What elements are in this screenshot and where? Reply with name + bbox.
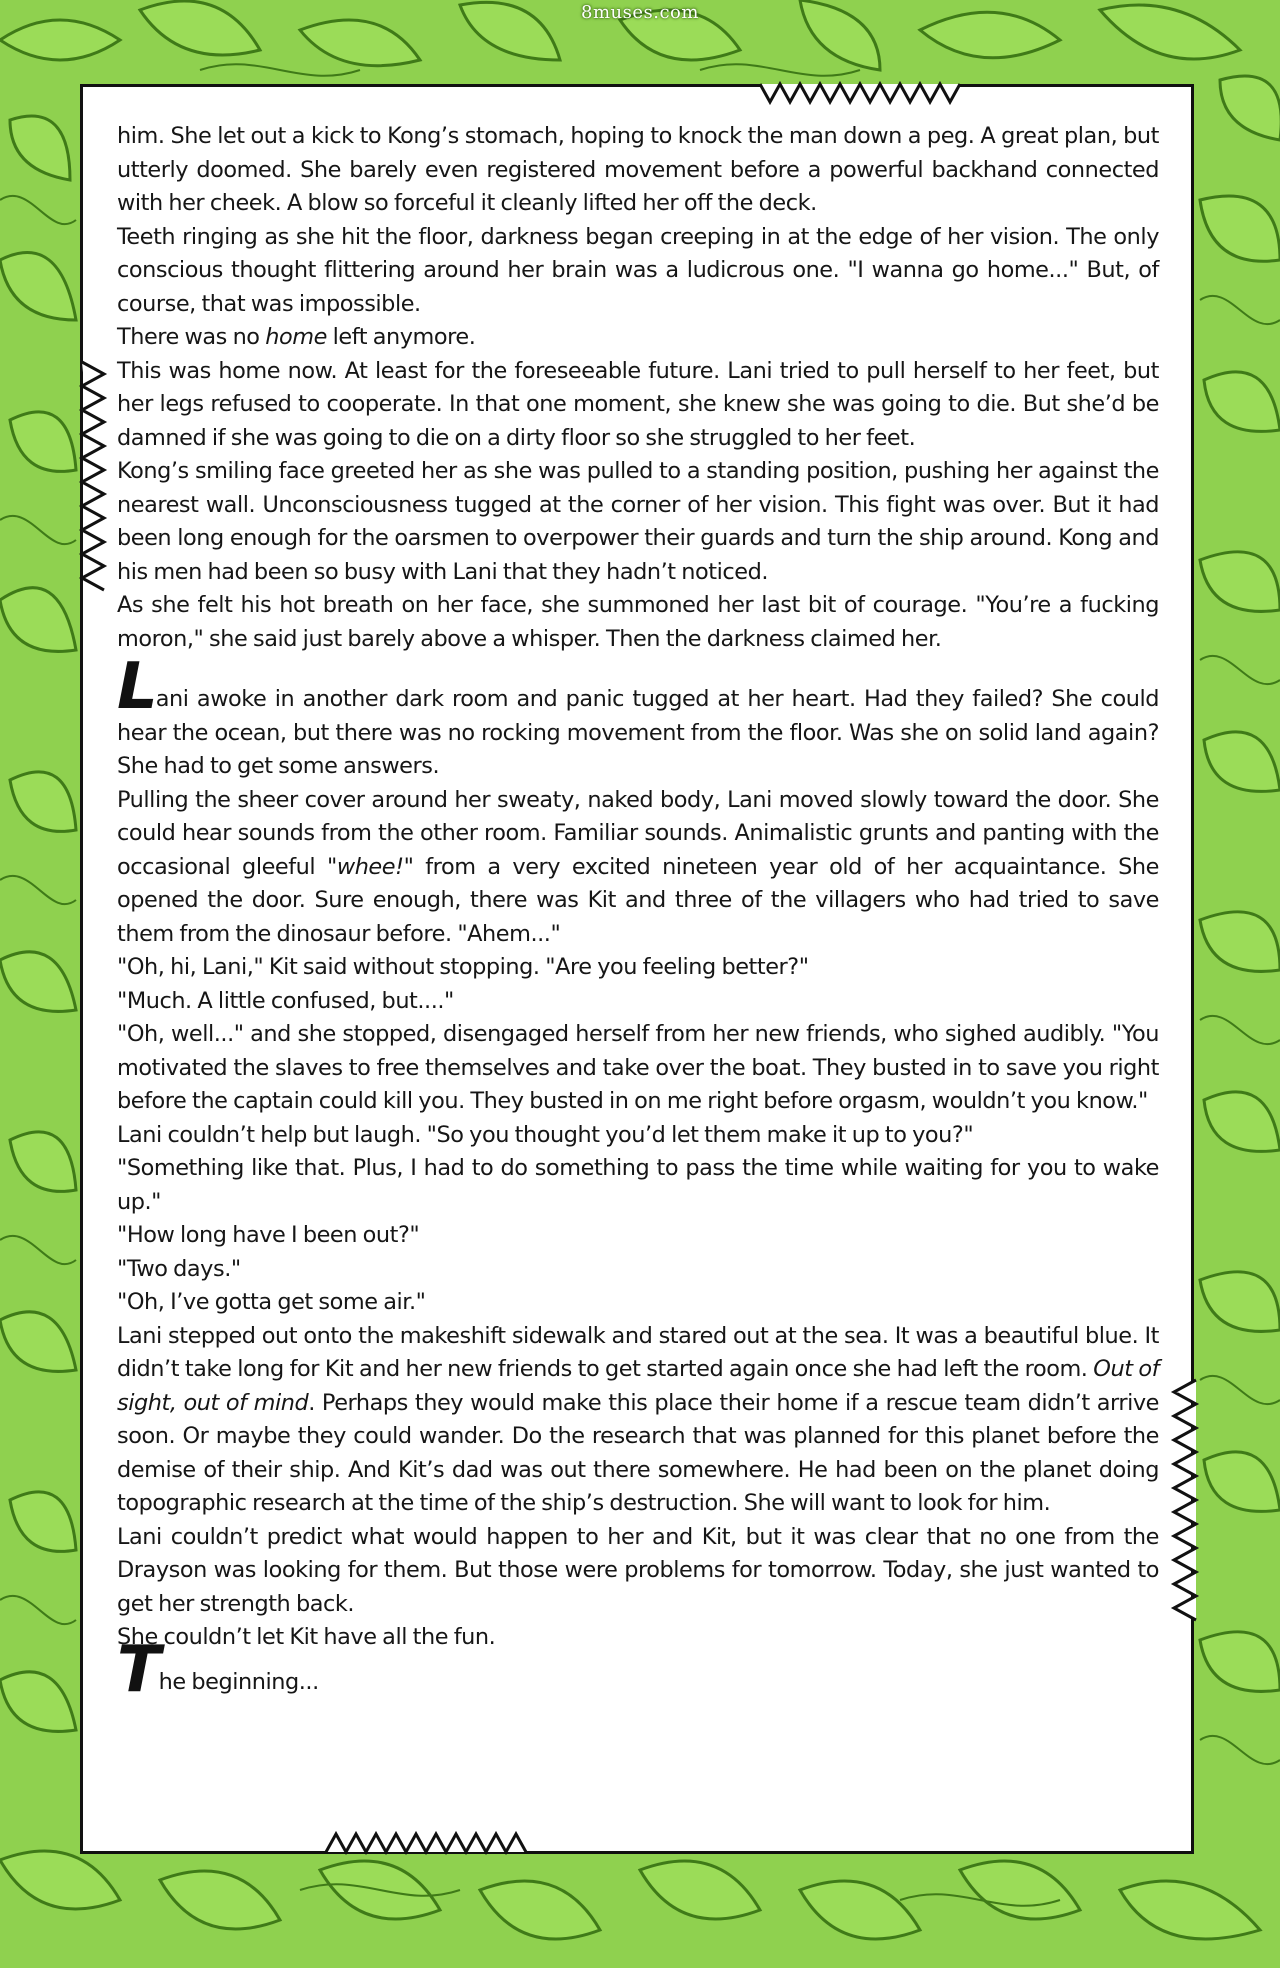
paragraph: "Oh, I’ve gotta get some air." [117, 1289, 426, 1315]
top-zigzag-edge [760, 80, 960, 106]
story-text [117, 120, 1160, 1707]
paragraph: "Oh, well..." and she stopped, disengaged herself from her new friends, who sighed audibly. "You motivated the slaves to free themselves and take over the boat. They busted in to save you right before the captain could kill you. They busted in on me right before orgasm, wouldn’t you know." [117, 1021, 1159, 1114]
left-zigzag-edge [78, 362, 108, 592]
paragraph: him. She let out a kick to Kong’s stomach, hoping to knock the man down a peg. A great plan, but utterly doomed. She barely even registered movement before a powerful backhand connected with her cheek. A blow so forceful it cleanly lifted her off the deck. [117, 123, 1159, 216]
paragraph: Lani couldn’t help but laugh. "So you thought you’d let them make it up to you?" [117, 1121, 974, 1148]
paragraph: Pulling the sheer cover around her sweaty, naked body, Lani moved slowly toward the door. She could hear sounds from the other room. Familiar sounds. Animalistic grunts and panting with the occasional gleeful "whee!" from a very excited nineteen year old of her acquaintance. She opened the door. Sure enough, there was Kit and three of the villagers who had tried to save them from the dinosaur before. "Ahem..." [117, 786, 1159, 947]
paragraph: "How long have I been out?" [117, 1222, 420, 1248]
right-zigzag-edge [1170, 1380, 1200, 1630]
ending-line: The beginning... [117, 1632, 319, 1707]
paragraph: Kong’s smiling face greeted her as she was pulled to a standing position, pushing her against the nearest wall. Unconsciousness tugged at the corner of her vision. This fight was over. But it had been long enough for the oarsmen to overpower their guards and turn the ship around. Kong and his men had been so busy with Lani that they hadn’t noticed. [117, 458, 1159, 585]
paragraph: She couldn’t let Kit have all the fun. [117, 1624, 496, 1650]
site-watermark: 8muses.com [581, 2, 699, 23]
paragraph: "Oh, hi, Lani," Kit said without stopping. "Are you feeling better?" [117, 954, 809, 980]
paragraph: "Much. A little confused, but...." [117, 987, 454, 1014]
paragraph: Lani couldn’t predict what would happen to her and Kit, but it was clear that no one from the Drayson was looking for them. But those were problems for tomorrow. Today, she just wanted to get her strength back. [117, 1523, 1159, 1617]
paragraph: There was no home left anymore. [117, 324, 476, 350]
bottom-zigzag-edge [326, 1830, 526, 1856]
paragraph: "Something like that. Plus, I had to do something to pass the time while waiting for you to wake up." [117, 1155, 1159, 1215]
paragraph: "Two days." [117, 1255, 241, 1282]
paragraph: Lani stepped out onto the makeshift sidewalk and stared out at the sea. It was a beautiful blue. It didn’t take long for Kit and her new friends to get started again once she had left the room. Out of sight, out of mind. Perhaps they would make this place their home if a rescue team didn’t arrive soon. Or maybe they could wander. Do the research that was planned for this planet before the demise of their ship. And Kit’s dad was out there somewhere. He had been on the planet doing topographic research at the time of the ship’s destruction. She will want to look for him. [117, 1322, 1160, 1516]
paragraph: Teeth ringing as she hit the floor, darkness began creeping in at the edge of her vision. The only conscious thought flittering around her brain was a ludicrous one. "I wanna go home..." But, of course, that was impossible. [117, 223, 1159, 317]
drop-cap-letter: T [117, 1632, 155, 1707]
paragraph-dropcap: Lani awoke in another dark room and panic tugged at her heart. Had they failed? She could hear the ocean, but there was no rocking movement from the floor. Was she on solid land again? She had to get some answers. [117, 650, 1159, 779]
paragraph: This was home now. At least for the foreseeable future. Lani tried to pull herself to her feet, but her legs refused to cooperate. In that one moment, she knew she was going to die. But she’d be damned if she was going to die on a dirty floor so she struggled to her feet. [117, 357, 1159, 451]
drop-cap-letter: L [117, 650, 152, 724]
paragraph: As she felt his hot breath on her face, she summoned her last bit of courage. "You’re a fucking moron," she said just barely above a whisper. Then the darkness claimed her. [117, 592, 1159, 652]
